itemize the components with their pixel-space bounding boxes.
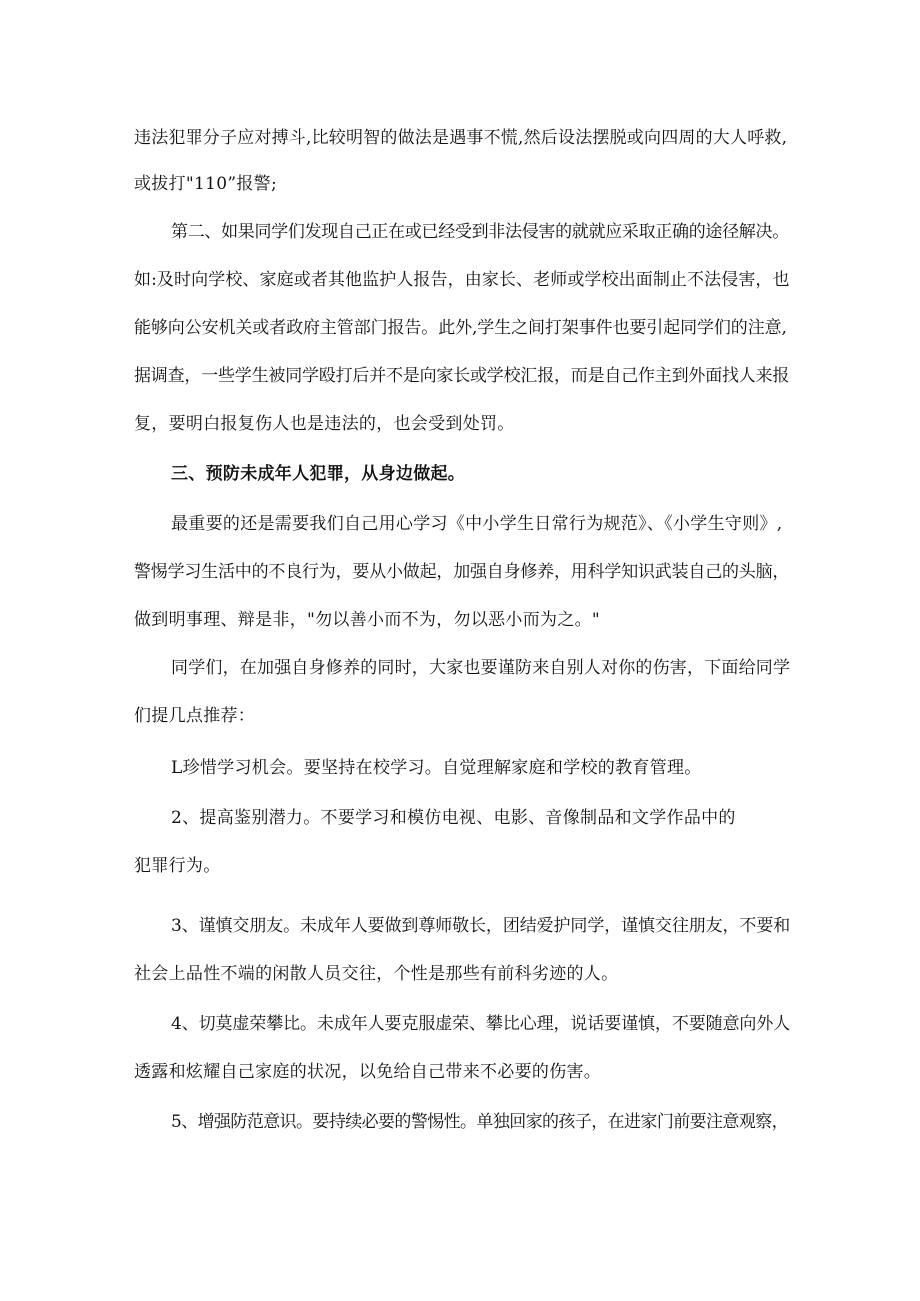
text-line: 违法犯罪分子应对搏斗,比较明智的做法是遇事不慌,然后设法摆脱或向四周的大人呼救, (134, 128, 788, 148)
text-line: 透露和炫耀自己家庭的状况，以免给自己带来不必要的伤害。 (134, 1062, 602, 1082)
text-line: 第二、如果同学们发现自己正在或已经受到非法侵害的就就应采取正确的途径解决。 (171, 222, 789, 242)
text-line: 们提几点推荐： (134, 706, 256, 726)
text-line: 最重要的还是需要我们自己用心学习《中小学生日常行为规范》、《小学生守则》, (171, 514, 783, 534)
list-item: 3、谨慎交朋友。未成年人要做到尊师敬长，团结爱护同学，谨慎交往朋友，不要和 (171, 916, 791, 936)
text-line: 复，要明白报复伤人也是违法的，也会受到处罚。 (134, 414, 515, 434)
list-item: 2、提高鉴别潜力。不要学习和模仿电视、电影、音像制品和文学作品中的 (171, 808, 736, 828)
text-line: 或拔打"110”报警; (134, 174, 277, 194)
list-item: L珍惜学习机会。要坚持在校学习。自觉理解家庭和学校的教育管理。 (171, 758, 702, 778)
list-item: 4、切莫虚荣攀比。未成年人要克服虚荣、攀比心理，说话要谨慎，不要随意向外人 (171, 1014, 791, 1034)
text-line: 做到明事理、辩是非，"勿以善小而不为，勿以恶小而为之。" (134, 610, 601, 630)
list-item: 5、增强防范意识。要持续必要的警惕性。单独回家的孩子，在进家门前要注意观察， (171, 1112, 789, 1132)
text-line: 据调查，一些学生被同学殴打后并不是向家长或学校汇报，而是自己作主到外面找人来报 (134, 366, 790, 386)
section-heading: 三、预防未成年人犯罪，从身边做起。 (171, 464, 466, 484)
text-line: 犯罪行为。 (134, 856, 221, 876)
text-line: 社会上品性不端的闲散人员交往，个性是那些有前科劣迹的人。 (134, 964, 619, 984)
text-line: 如:及时向学校、家庭或者其他监护人报告，由家长、老师或学校出面制止不法侵害，也 (134, 270, 790, 290)
text-line: 能够向公安机关或者政府主管部门报告。此外,学生之间打架事件也要引起同学们的注意, (134, 318, 787, 338)
text-line: 警惕学习生活中的不良行为，要从小做起，加强自身修养，用科学知识武装自己的头脑， (134, 562, 790, 582)
text-line: 同学们，在加强自身修养的同时，大家也要谨防来自别人对你的伤害，下面给同学 (171, 658, 791, 678)
